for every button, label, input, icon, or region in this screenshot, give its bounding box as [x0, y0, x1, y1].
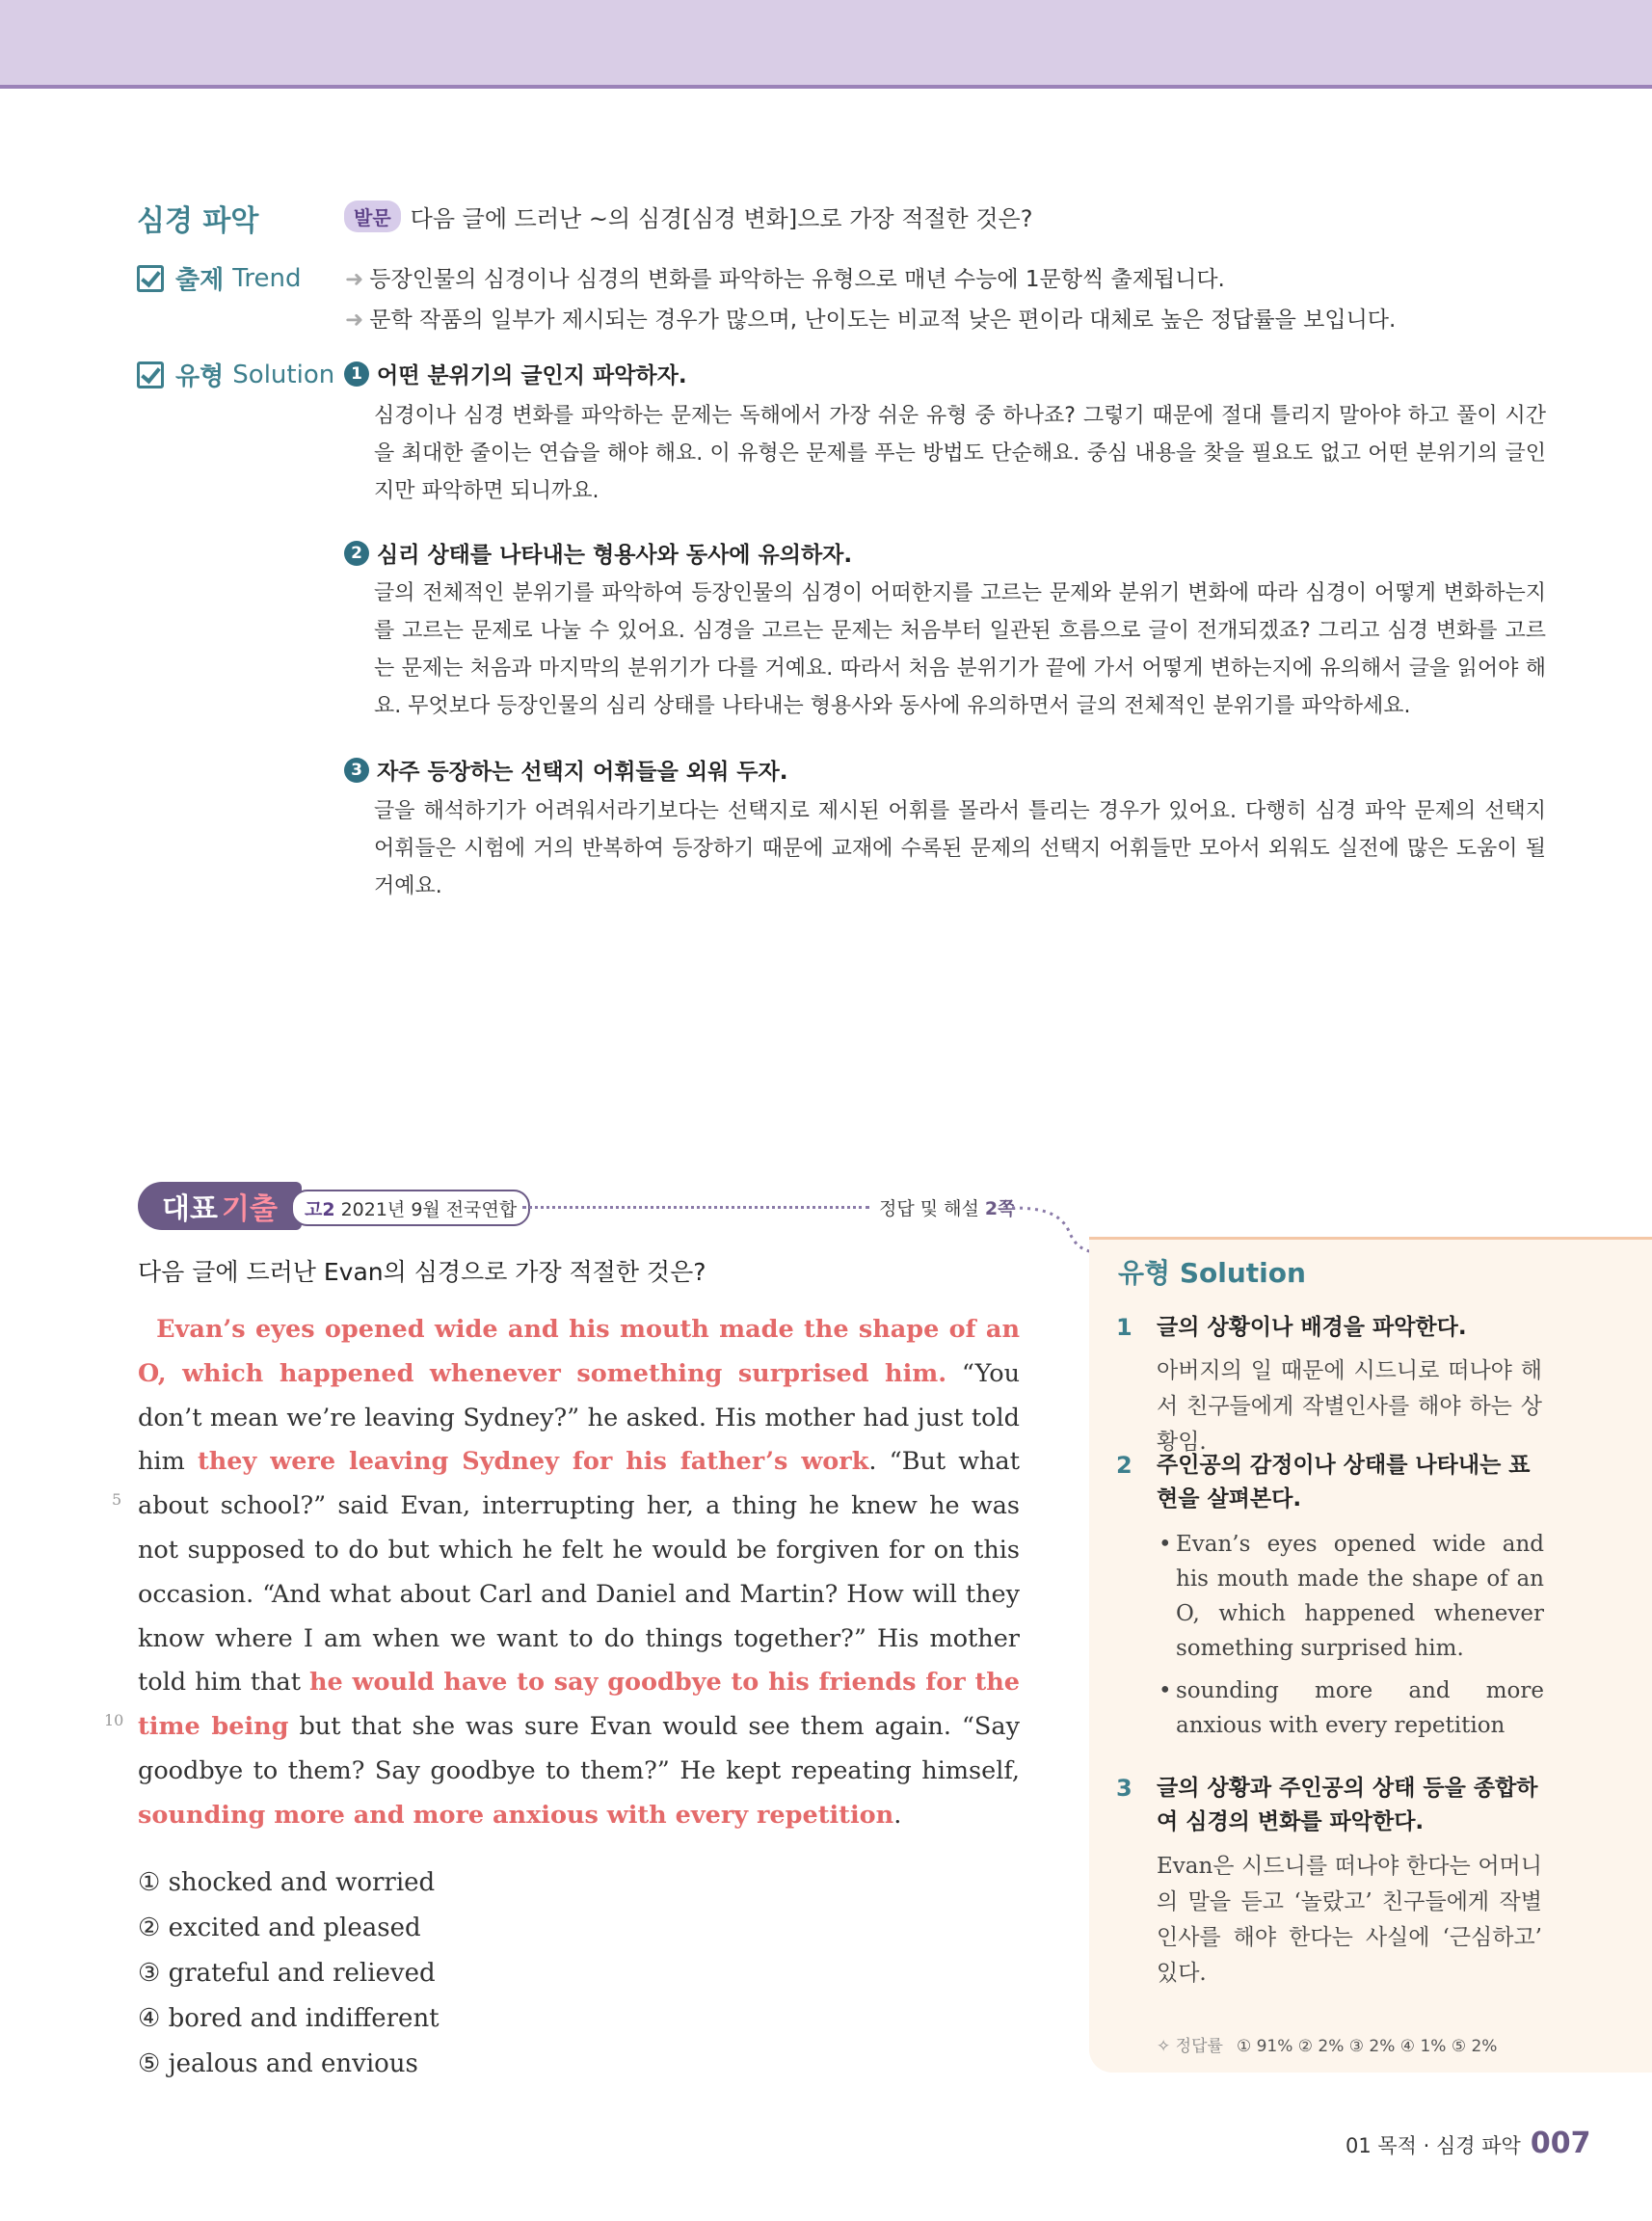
- number-3-icon: 3: [344, 758, 369, 783]
- balmun-text: 다음 글에 드러난 ~의 심경[심경 변화]으로 가장 적절한 것은?: [410, 205, 1033, 232]
- representative-exam-badge: 대표 기출: [138, 1182, 302, 1230]
- solution-body-1: 심경이나 심경 변화를 파악하는 문제는 독해에서 가장 쉬운 유형 중 하나죠? 그렇기 때문에 절대 틀리지 말아야 하고 풀이 시간을 최대한 줄이는 연습을 해야 해요. 이 유형은 문제를 푸는 방법도 단순해요. 중심 내용을 찾을 필요도 없고 어떤 분위기의 글인지만 파악하면 되니까요.: [374, 404, 1546, 503]
- panel-bullet: • Evan’s eyes opened wide and his mouth made the shape of an O, which happened whenever something surprised him.: [1159, 1532, 1544, 1661]
- dotted-divider: [522, 1206, 869, 1209]
- panel-item-number: 3: [1116, 1775, 1132, 1802]
- solution-body-3: 글을 해석하기가 어려워서라기보다는 선택지로 제시된 어휘를 몰라서 틀리는 경우가 있어요. 다행히 심경 파악 문제의 선택지 어휘들은 시험에 거의 반복하여 등장하기 때문에 교재에 수록된 문제의 선택지 어휘들만 모아서 외워도 실전에 많은 도움이 될 거예요.: [374, 799, 1546, 898]
- arrow-icon: ➜: [345, 267, 364, 292]
- solution-heading-2: 2 심리 상태를 나타내는 형용사와 동사에 유의하자.: [344, 537, 852, 569]
- solution-label: [137, 357, 334, 392]
- solution-label-a: 유형: [175, 362, 225, 391]
- arrow-icon: ➜: [345, 308, 364, 333]
- trend-label-b: Trend: [232, 263, 302, 293]
- page-footer: [1346, 2127, 1590, 2160]
- page-number: 007: [1530, 2127, 1591, 2160]
- exam-question: 다음 글에 드러난 Evan의 심경으로 가장 적절한 것은?: [138, 1258, 706, 1286]
- solution-body-2: 글의 전체적인 분위기를 파악하여 등장인물의 심경이 어떠한지를 고르는 문제와 분위기 변화에 따라 심경이 어떻게 변화하는지를 고르는 문제로 나눌 수 있어요. 심경을 고르는 문제는 처음부터 일관된 흐름으로 글이 전개되겠죠? 그리고 심경 변화를 고르는 문제는 처음과 마지막의 분위기가 다를 거예요. 따라서 처음 분위기가 끝에 가서 어떻게 변하는지에 유의해서 글을 읽어야 해요. 무엇보다 등장인물의 심리 상태를 나타내는 형용사와 동사에 유의하면서 글의 전체적인 분위기를 파악하세요.: [374, 581, 1546, 718]
- answer-choices: [138, 1860, 440, 2087]
- balmun-line: [344, 200, 1032, 233]
- panel-bullet: • sounding more and more anxious with every repetition: [1159, 1678, 1544, 1738]
- choice-1[interactable]: ① shocked and worried: [138, 1868, 436, 1897]
- choice-4[interactable]: ④ bored and indifferent: [138, 2004, 440, 2033]
- panel-item-body: Evan은 시드니를 떠나야 한다는 어머니의 말을 듣고 ‘놀랐고’ 친구들에게 작별인사를 해야 한다는 사실에 ‘근심하고’ 있다.: [1157, 1854, 1542, 1986]
- solution-label-b: Solution: [232, 360, 335, 389]
- exam-passage: Evan’s eyes opened wide and his mouth made the shape of an O, which happened whenever something surprised him. “You don’t mean we’re leaving Sydney?” he asked. His mother had just told him they were leaving Sydney for his father’s work. “But what about school?” said Evan, interrupting her, a thing he knew he was not supposed to do but which he felt he would be forgiven for on this occasion. “And what about Carl and Daniel and Martin? How will they know where I am when we want to do things together?” His mother told him that he would have to say goodbye to his friends for the time being but that she was sure Evan would see them again. “Say goodbye to them? Say goodbye to them?” He kept repeating himself, sounding more and more anxious with every repetition.: [138, 1315, 1021, 1830]
- line-number: 5: [112, 1490, 122, 1509]
- footer-chapter: 01 목적 · 심경 파악: [1346, 2134, 1521, 2157]
- panel-title: 유형 Solution: [1118, 1257, 1306, 1289]
- correct-rate-values: ① 91% ② 2% ③ 2% ④ 1% ⑤ 2%: [1236, 2037, 1498, 2056]
- exam-source-badge: 고2 2021년 9월 전국연합: [291, 1190, 530, 1226]
- top-banner: [0, 0, 1652, 89]
- checkbox-icon: [137, 361, 164, 388]
- answer-reference: 정답 및 해설 2쪽: [879, 1198, 1016, 1219]
- panel-item-heading: 주인공의 감정이나 상태를 나타내는 표현을 살펴본다.: [1157, 1453, 1531, 1512]
- trend-label-a: 출제: [175, 266, 225, 295]
- choice-5[interactable]: ⑤ jealous and envious: [138, 2049, 418, 2078]
- choice-3[interactable]: ③ grateful and relieved: [138, 1959, 436, 1988]
- line-number: 10: [104, 1711, 124, 1729]
- solution-heading-1: 1 어떤 분위기의 글인지 파악하자.: [344, 358, 687, 389]
- dotted-connector: [1010, 1200, 1097, 1258]
- trend-label: [137, 260, 301, 296]
- panel-item-number: 1: [1116, 1314, 1132, 1341]
- trend-line-2: ➜ 문학 작품의 일부가 제시되는 경우가 많으며, 난이도는 비교적 낮은 편이라 대체로 높은 정답률을 보입니다.: [345, 308, 1397, 333]
- panel-item-body: 아버지의 일 때문에 시드니로 떠나야 해서 친구들에게 작별인사를 해야 하는 상황임.: [1157, 1358, 1542, 1455]
- trend-line-1: ➜ 등장인물의 심경이나 심경의 변화를 파악하는 유형으로 매년 수능에 1문항씩 출제됩니다.: [345, 267, 1225, 292]
- solution-heading-3: 3 자주 등장하는 선택지 어휘들을 외워 두자.: [344, 754, 787, 786]
- number-2-icon: 2: [344, 541, 369, 566]
- balmun-badge: 발문: [344, 201, 401, 232]
- panel-item-number: 2: [1116, 1452, 1132, 1479]
- correct-rate-label: ✧ 정답률: [1157, 2037, 1223, 2056]
- panel-rule: [1089, 1237, 1652, 1240]
- choice-2[interactable]: ② excited and pleased: [138, 1913, 421, 1942]
- checkbox-icon: [137, 265, 164, 292]
- panel-item-heading: 글의 상황이나 배경을 파악한다.: [1157, 1315, 1467, 1340]
- section-title: 심경 파악: [137, 204, 259, 238]
- correct-rate: [1157, 2032, 1497, 2056]
- number-1-icon: 1: [344, 361, 369, 387]
- panel-item-heading: 글의 상황과 주인공의 상태 등을 종합하여 심경의 변화를 파악한다.: [1157, 1776, 1538, 1834]
